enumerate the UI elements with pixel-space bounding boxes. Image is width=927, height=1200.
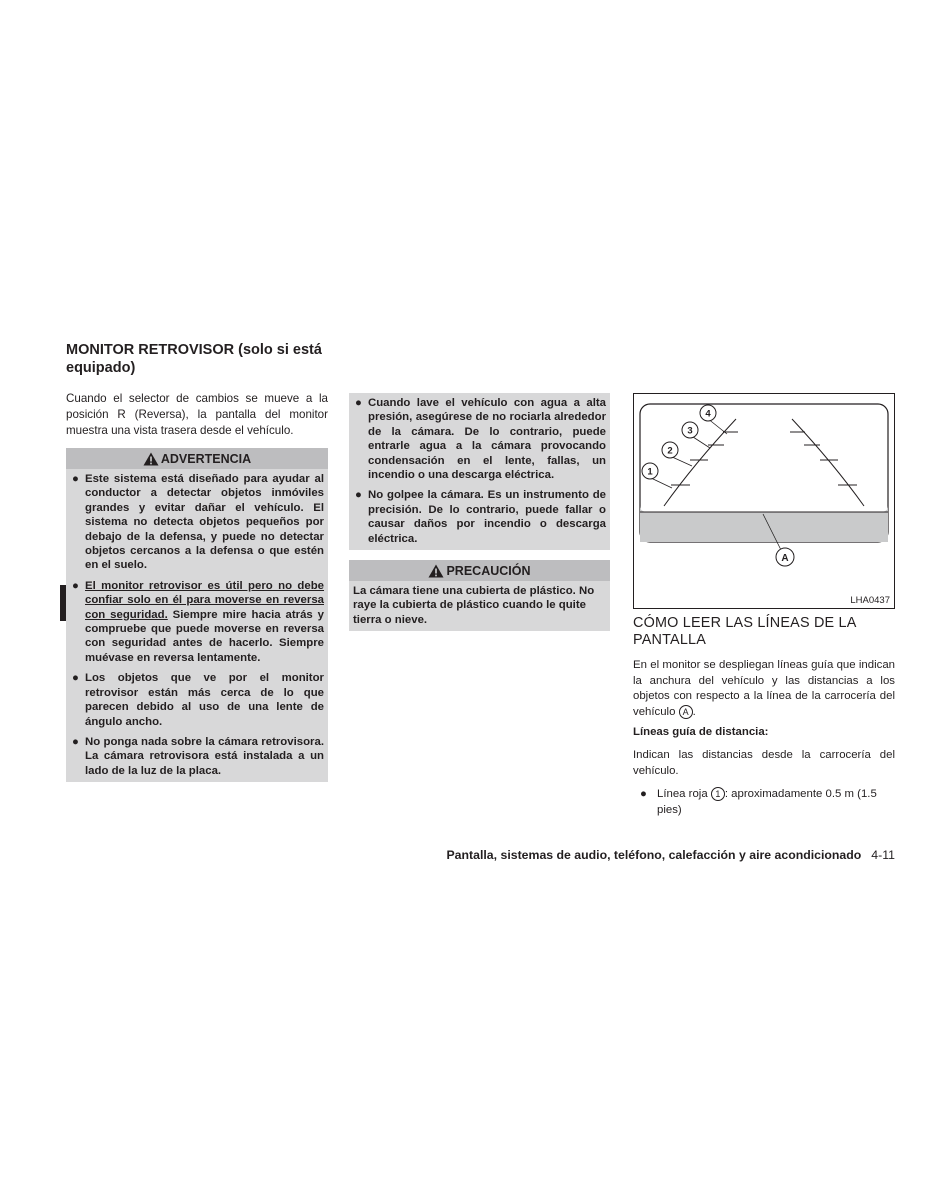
ref-1-icon: 1 bbox=[711, 787, 725, 801]
monitor-diagram bbox=[634, 394, 894, 608]
page-number: 4-11 bbox=[871, 848, 895, 862]
distance-subheading: Líneas guía de distancia: bbox=[633, 726, 769, 738]
list-item: ● Línea roja 1 : aproximadamente 0.5 m (1.5 pies) bbox=[640, 788, 877, 816]
warning-icon bbox=[428, 564, 444, 578]
warning-icon bbox=[143, 452, 159, 466]
callout-label-1: 1 bbox=[647, 466, 653, 478]
warning-list bbox=[66, 469, 328, 782]
list-item: ● No ponga nada sobre la cámara retrovisora. La cámara retrovisora está instalada a un lado de la luz de la placa. bbox=[72, 735, 324, 777]
reading-paragraph: En el monitor se despliegan líneas guía que indican la anchura del vehículo y las distancias a los objetos con respecto a la línea de la carrocería del vehículo A . bbox=[633, 659, 895, 718]
figure-code: LHA0437 bbox=[850, 595, 890, 606]
list-item: ● Este sistema está diseñado para ayudar al conductor a detectar objetos inmóviles grandes y evitar dañar el vehículo. El sistema no detecta objetos pequeños por debajo de la defensa, y puede no detectar objetos cercanos a la defensa o que estén en el suelo. bbox=[72, 473, 324, 572]
ref-a-icon: A bbox=[679, 705, 693, 719]
caution-heading bbox=[349, 560, 610, 581]
bullet-icon: ● bbox=[640, 788, 647, 800]
warning-box-continued bbox=[349, 393, 610, 550]
callout-label-a: A bbox=[781, 553, 789, 564]
intro-paragraph: Cuando el selector de cambios se mueve a la posición R (Reversa), la pantalla del monitor muestra una vista trasera desde el vehículo. bbox=[66, 392, 328, 437]
list-item: ● El monitor retrovisor es útil pero no debe confiar solo en él para moverse en reversa con seguridad. Siempre mire hacia atrás y compruebe que puede moverse en reversa con seguridad antes de hacerlo. Siempre muévase en reversa lentamente. bbox=[72, 579, 324, 664]
reading-heading: CÓMO LEER LAS LÍNEAS DE LA PANTALLA bbox=[633, 615, 856, 648]
list-item: ● No golpee la cámara. Es un instrumento de precisión. De lo contrario, puede fallar o causar daños por incendio o descarga eléctrica. bbox=[355, 489, 606, 545]
caution-box bbox=[349, 560, 610, 631]
caution-heading-label: PRECAUCIÓN bbox=[446, 563, 531, 578]
monitor-figure bbox=[633, 393, 895, 609]
warning-heading-label: ADVERTENCIA bbox=[160, 451, 252, 466]
underlined-warning: El monitor retrovisor es útil pero no debe confiar solo en él para moverse en reversa con seguridad. bbox=[85, 579, 324, 621]
list-item: ● Cuando lave el vehículo con agua a alta presión, asegúrese de no rociarla alrededor de la cámara. De lo contrario, puede entrarle agua a la cámara provocando condensación en el lente, fallas, un incendio o una descarga eléctrica. bbox=[355, 397, 606, 482]
page-footer bbox=[383, 848, 895, 862]
warning-box bbox=[66, 448, 328, 782]
distance-paragraph: Indican las distancias desde la carrocería del vehículo. bbox=[633, 749, 895, 777]
callout-label-3: 3 bbox=[687, 425, 693, 437]
callout-label-2: 2 bbox=[667, 445, 673, 457]
warning-list-continued bbox=[349, 393, 610, 550]
section-title: MONITOR RETROVISOR (solo si está equipado) bbox=[66, 342, 322, 376]
warning-heading bbox=[66, 448, 328, 469]
caution-text: La cámara tiene una cubierta de plástico. No raye la cubierta de plástico cuando le quite tierra o nieve. bbox=[353, 585, 595, 626]
list-item: ● Los objetos que ve por el monitor retrovisor están más cerca de lo que parecen debido al uso de una lente de ángulo ancho. bbox=[72, 672, 324, 728]
footer-title: Pantalla, sistemas de audio, teléfono, calefacción y aire acondicionado bbox=[446, 848, 862, 862]
callout-label-4: 4 bbox=[705, 408, 711, 420]
